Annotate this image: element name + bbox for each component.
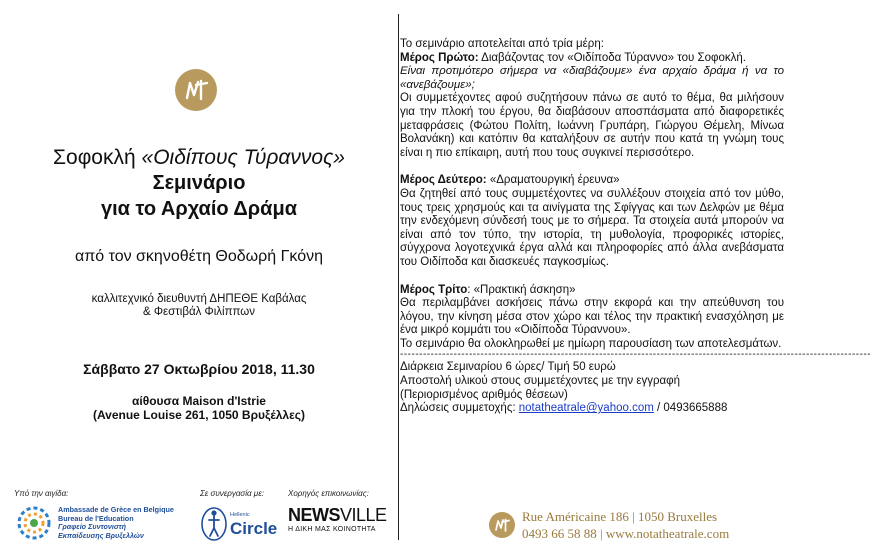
part-one-heading [400,52,784,66]
part-three-heading [400,284,784,298]
embassy-line3: Γραφείο Συντονιστή [58,522,126,532]
newsville-logo [288,505,388,545]
cooperation-label: Σε συνεργασία με: [200,489,264,498]
address-line1: Rue Américaine 186 | 1050 Bruxelles [522,509,718,524]
part-two-heading [400,174,784,188]
registration-prefix: Δηλώσεις συμμετοχής: [400,402,519,415]
embassy-line1: Ambassade de Grèce en Belgique [58,505,174,514]
figure-circle-icon [200,502,228,542]
embassy-line4: Εκπαίδευσης Βρυξελλών [58,530,144,540]
event-address: (Avenue Louise 261, 1050 Βρυξέλλες) [92,408,306,422]
part-one-question: Είναι προτιμότερο σήμερα να «διαβάζουμε» ένα αρχαίο δράμα ή να το «ανεβάζουμε»; [400,65,784,91]
intro-text: Το σεμινάριο αποτελείται από τρία μέρη: [400,38,604,50]
nota-theatrale-logo-icon [174,68,218,112]
seminar-heading: Σεμινάριο [152,172,246,194]
part-one-label: Μέρος Πρώτο: [400,51,479,64]
material-info: Αποστολή υλικού στους συμμετέχοντες με την εγγραφή [400,375,681,388]
title-author: Σοφοκλή [53,146,136,169]
newsville-subtitle: Η ΔΙΚΗ ΜΑΣ ΚΟΙΝΟΤΗΤΑ [288,526,376,533]
address-block [488,505,758,543]
part-two-label: Μέρος Δεύτερο: [400,174,487,187]
duration-price: Διάρκεια Σεμιναρίου 6 ώρες/ Τιμή 50 ευρώ [400,361,616,374]
part-three-label: Μέρος Τρίτο [400,283,468,296]
newsville-news: NEWS [288,505,340,525]
registration-line [400,402,784,416]
registration-email-link[interactable]: notatheatrale@yahoo.com [518,402,654,415]
column-divider [398,14,399,540]
title-line [0,146,398,170]
part-one-title: Διαβάζοντας τον «Οιδίποδα Τύραννο» του Σοφοκλή. [478,51,746,64]
circle-small-text: Hellenic [230,512,250,518]
sponsor-label: Χορηγός επικοινωνίας: [288,489,369,498]
closing-text: Το σεμινάριο θα ολοκληρωθεί με ημίωρη παρουσίαση των αποτελεσμάτων. [400,337,782,350]
event-date: Σάββατο 27 Οκτωβρίου 2018, 11.30 [83,361,315,377]
director-role-line1: καλλιτεχνικό διευθυντή ΔΗΠΕΘΕ Καβάλας [91,293,307,305]
stars-circle-icon [14,502,54,544]
event-venue: αίθουσα Maison d'Istrie [132,394,266,408]
limited-seats: (Περιορισμένος αριθμός θέσεων) [400,388,568,401]
part-two-title: «Δραματουργική έρευνα» [486,174,620,187]
embassy-line2: Bureau de l'Education [58,513,134,523]
circle-big-text: Circle [230,519,278,538]
auspices-label: Υπό την αιγίδα: [14,489,69,498]
part-two-body: Θα ζητηθεί από τους συμμετέχοντες να συλλέξουν στοιχεία από τον μύθο, τους τρεις χρησμούς και τα αινίγματα της Σφίγγας και των Δελφών με θέμα την ενδεχόμενη σύνδεσή τους με το σήμερα. Τα στοιχεία αυτά μπορούν να είναι από τον τύπο, την ιστορία, τη μυθολογία, προφορικές ιστορίες, σύγχρονα λογοτεχνικά έργα αλλά και πληροφορίες από άλλα ανεβάσματα του Οιδίποδα και διασκευές παγκοσμίως. [400,187,784,268]
embassy-logo-block [14,502,194,546]
director-role-line2: & Φεστιβάλ Φιλίππων [142,306,256,318]
part-one-body: Οι συμμετέχοντες αφού συζητήσουν πάνω σε αυτό το θέμα, θα μιλήσουν για την πλοκή του έργου, θα διαβάσουν αποσπάσματα από διαφορετικές μεταφράσεις (Φώτου Πολίτη, Ιωάννη Γρυπάρη, Γιώργου Θέμελη, Μίνωα Βολανάκη) και κατόπιν θα καταλήξουν σε αυτήν που κατά τη γνώμη τους είναι η πιο επίκαιρη, αυτή που τους συγκινεί περισσότερο. [400,92,784,159]
program-description [400,38,871,416]
address-line2: 0493 66 58 88 | www.notatheatrale.com [522,526,730,541]
director-line: από τον σκηνοθέτη Θοδωρή Γκόνη [74,248,324,265]
newsville-ville: VILLE [340,505,387,525]
nota-theatrale-small-logo-icon [488,511,516,539]
seminar-subject: για το Αρχαίο Δράμα [101,198,297,220]
embassy-text [58,506,174,540]
separator-line: --------------------------------------------------------------------------------------------------------------------------- [400,349,871,361]
registration-phone: / 0493665888 [653,402,728,415]
hellenic-circle-logo [200,500,280,546]
part-three-title: : «Πρακτική άσκηση» [467,283,576,296]
part-three-body: Θα περιλαμβάνει ασκήσεις πάνω στην εκφορά και την απεύθυνση του λόγου, την κίνηση μέσα στον χώρο και τέλος την πρακτική ενασχόληση με ένα μικρό κομμάτι του «Οιδίποδα Τύραννου». [400,297,784,337]
title-play: «Οιδίπους Τύραννος» [141,146,345,169]
